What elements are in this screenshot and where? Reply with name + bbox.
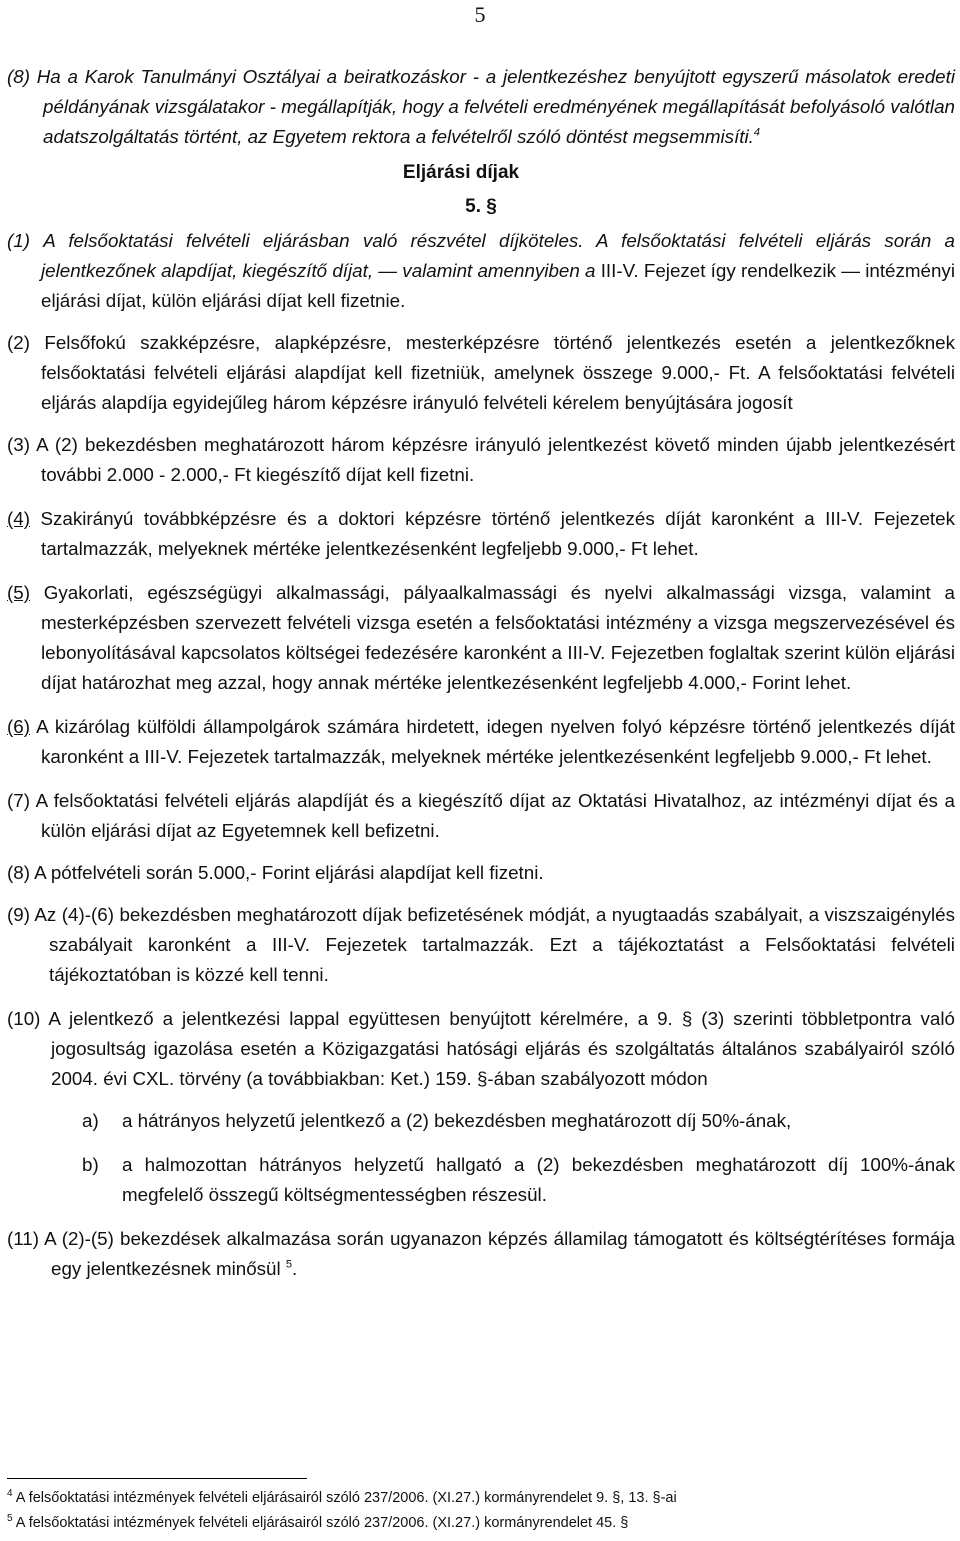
paragraph-10-text: (10) A jelentkező a jelentkezési lappal együttesen benyújtott kérelmére, a 9. § (3) szerinti többletpontra való jogosultság igazolása esetén a Közigazgatási hatósági eljárás és szolgáltatás általános szabályairól szóló 2004. évi CXL. törvény (a továbbiakban: Ket.) 159. §-ában szabályozott módon xyxy=(7,1008,955,1089)
footnote-5-number: 5 xyxy=(7,1513,13,1525)
paragraph-5 xyxy=(7,578,955,698)
paragraph-3 xyxy=(7,430,955,490)
list-item-b-text: a halmozottan hátrányos helyzetű hallgató a (2) bekezdésben meghatározott díj 100%-ának megfelelő összegű költségmentességben részesül. xyxy=(122,1154,955,1205)
list-item-a-text: a hátrányos helyzetű jelentkező a (2) bekezdésben meghatározott díj 50%-ának, xyxy=(122,1110,792,1131)
paragraph-8-pot xyxy=(7,858,955,888)
paragraph-1-italic-text: A felsőoktatási felvételi eljárásban való részvétel díjköteles. A felsőoktatási felvételi eljárás során a jelentkezőnek alapdíjat, kiegészítő díjat, — valamint amennyiben a xyxy=(41,230,955,281)
footnote-5 xyxy=(7,1511,955,1536)
list-item-b xyxy=(7,1150,955,1210)
paragraph-4 xyxy=(7,504,955,564)
section-title: Eljárási díjak xyxy=(402,162,520,183)
paragraph-1 xyxy=(7,226,955,316)
paragraph-7-text: A felsőoktatási felvételi eljárás alapdíját és a kiegészítő díjat az Oktatási Hivatalhoz, az intézményi díjat és a külön eljárási díjat az Egyetemnek kell befizetni. xyxy=(35,790,956,841)
list-item-a xyxy=(7,1106,955,1136)
paragraph-3-text: A (2) bekezdésben meghatározott három képzésre irányuló jelentkezést követő minden újabb jelentkezésért további 2.000 - 2.000,- Ft kiegészítő díjat kell fizetni. xyxy=(36,434,955,485)
paragraph-9-text: (9) Az (4)-(6) bekezdésben meghatározott díjak befizetésének módját, a nyugtaadás szabályait, a viszszaigénylés szabályait karonként a III-V. Fejezetek tartalmazzák. Ezt a tájékoztatást a Felsőoktatási felvételi tájékoztatóban is közzé kell tenni. xyxy=(7,904,955,985)
page-number: 5 xyxy=(474,2,486,27)
paragraph-7 xyxy=(7,786,955,846)
paragraph-2-text: Felsőfokú szakképzésre, alapképzésre, mesterképzésre történő jelentkezés esetén a jelentkezőknek felsőoktatási felvételi eljárási alapdíjat kell fizetniük, amelynek összege 9.000,- Ft. A felsőoktatási felvételi eljárás alapdíja egyidejűleg három képzésre irányuló felvételi kérelem benyújtására jogosít xyxy=(41,332,955,413)
paragraph-11-tail: . xyxy=(292,1258,298,1279)
footnote-4-text: A felsőoktatási intézmények felvételi eljárásairól szóló 237/2006. (XI.27.) kormányrendelet 9. §, 13. §-ai xyxy=(15,1490,677,1506)
paragraph-9 xyxy=(7,900,955,990)
paragraph-4-text: Szakirányú továbbképzésre és a doktori képzésre történő jelentkezés díját karonként a III-V. Fejezetek tartalmazzák, melyeknek mértéke jelentkezésenként legfeljebb 9.000,- Ft lehet. xyxy=(40,508,955,559)
paragraph-1-label: (1) xyxy=(7,230,30,251)
paragraph-5-label: (5) xyxy=(7,582,30,603)
paragraph-10 xyxy=(7,1004,955,1094)
paragraph-11-text: (11) A (2)-(5) bekezdések alkalmazása során ugyanazon képzés államilag támogatott és költségtérítéses formája egy jelentkezésnek minősül xyxy=(7,1228,955,1279)
paragraph-6 xyxy=(7,712,955,772)
paragraph-5-text: Gyakorlati, egészségügyi alkalmassági, pályaalkalmassági és nyelvi alkalmassági vizsga, valamint a mesterképzésben szervezett felvételi vizsga esetén a felsőoktatási intézmény a vizsga megszervezésével és lebonyolításával kapcsolatos költségei fedezésére karonként a III-V. Fejezetben foglaltak szerint külön eljárási díjat határozhat meg azzal, hogy annak mértéke jelentkezésenként legfeljebb 4.000,- Forint lehet. xyxy=(41,582,956,693)
paragraph-8-text: (8) Ha a Karok Tanulmányi Osztályai a beiratkozáskor - a jelentkezéshez benyújtott egyszerű másolatok eredeti példányának vizsgálatakor - megállapítják, hogy a felvételi eredményének megállapítását befolyásoló valótlan adatszolgáltatás történt, az Egyetem rektora a felvételről szóló döntést megsemmisíti. xyxy=(7,66,955,147)
paragraph-8-pot-text: (8) A pótfelvételi során 5.000,- Forint eljárási alapdíjat kell fizetni. xyxy=(7,862,544,883)
footnote-ref-5: 5 xyxy=(285,1258,293,1271)
paragraph-11 xyxy=(7,1224,955,1284)
paragraph-6-label: (6) xyxy=(7,716,30,737)
paragraph-6-text: A kizárólag külföldi állampolgárok számára hirdetett, idegen nyelven folyó képzésre történő jelentkezés díját karonként a III-V. Fejezetek tartalmazzák, melyeknek mértéke jelentkezésenként legfeljebb 9.000,- Ft lehet. xyxy=(36,716,955,767)
document-body xyxy=(7,62,955,1284)
list-item-a-label: a) xyxy=(82,1110,99,1131)
paragraph-4-label: (4) xyxy=(7,508,30,529)
section-number: 5. § xyxy=(465,196,497,217)
paragraph-8 xyxy=(7,62,955,152)
paragraph-7-label: (7) xyxy=(7,790,30,811)
footnote-4-number: 4 xyxy=(7,1488,13,1500)
paragraph-2-label: (2) xyxy=(7,332,30,353)
footnotes xyxy=(7,1486,955,1536)
footnote-separator xyxy=(7,1478,307,1479)
paragraph-1-text: III-V. Fejezet így rendelkezik — intézményi eljárási díjat, külön eljárási díjat kell fizetnie. xyxy=(41,260,955,311)
paragraph-3-label: (3) xyxy=(7,434,30,455)
footnote-ref-4: 4 xyxy=(753,126,761,139)
list-item-b-label: b) xyxy=(82,1154,99,1175)
paragraph-2 xyxy=(7,328,955,418)
footnote-5-text: A felsőoktatási intézmények felvételi eljárásairól szóló 237/2006. (XI.27.) kormányrendelet 45. § xyxy=(15,1515,629,1531)
footnote-4 xyxy=(7,1486,955,1511)
